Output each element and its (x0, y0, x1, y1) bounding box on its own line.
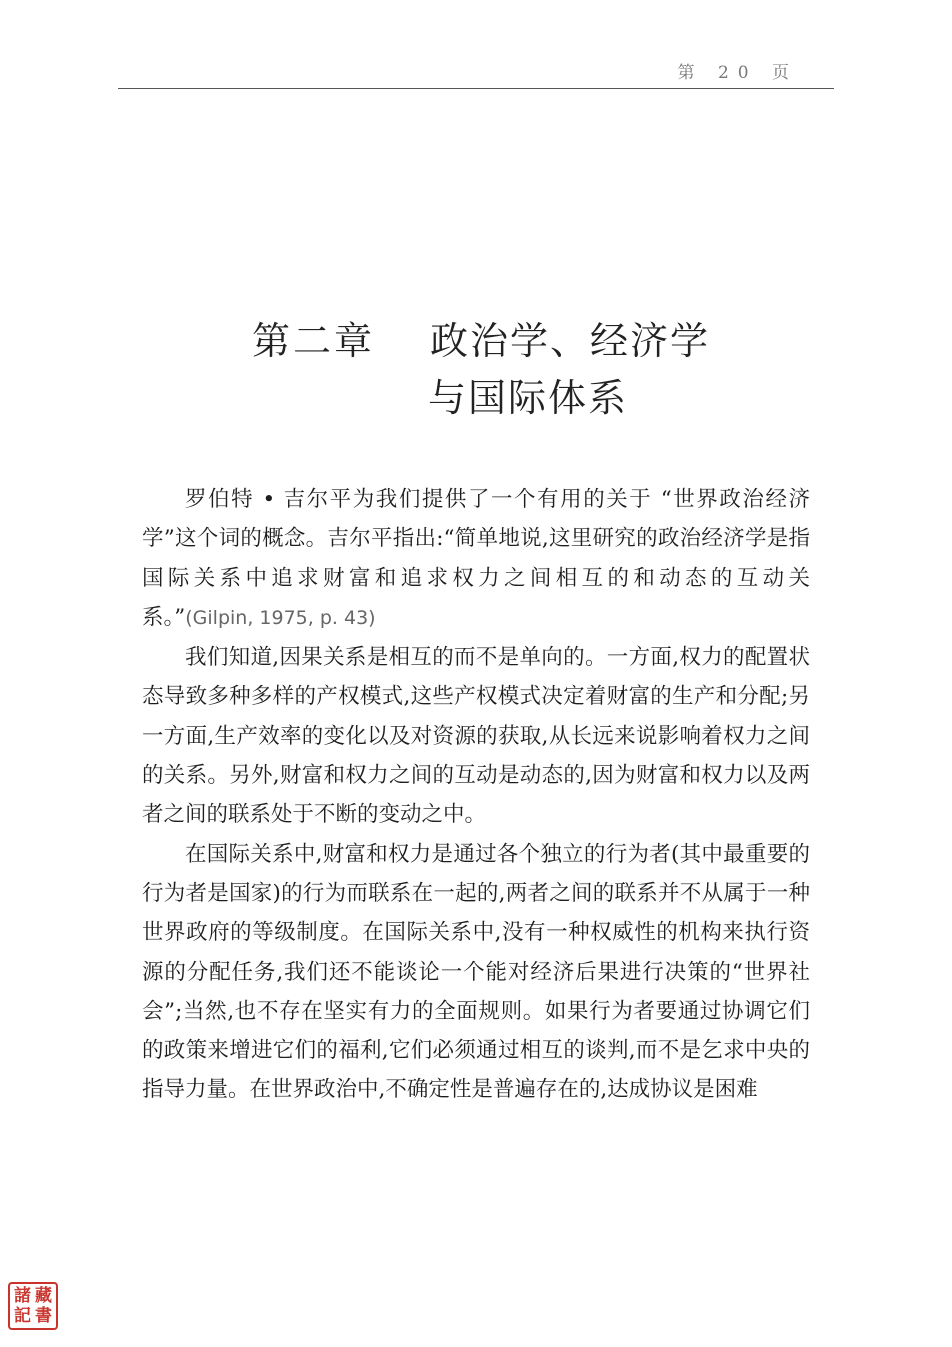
chapter-title (0, 300, 952, 430)
paragraph-1 (142, 480, 810, 638)
seal-char-3: 記 (14, 1306, 31, 1326)
citation: (Gilpin, 1975, p. 43) (185, 606, 376, 629)
page-number: 第 20 页 (677, 63, 798, 83)
body-text (142, 480, 810, 1110)
collector-seal (8, 1282, 58, 1330)
page-header (118, 56, 834, 89)
chapter-label: 第二章 (252, 319, 376, 363)
seal-char-2: 書 (35, 1306, 52, 1326)
paragraph-1-text: 罗伯特 • 吉尔平为我们提供了一个有用的关于 “世界政治经济学”这个词的概念。吉尔平指出:“简单地说,这里研究的政治经济学是指国际关系中追求财富和追求权力之间相互的和动态的互动关系。” (142, 487, 810, 630)
paragraph-2 (142, 638, 810, 834)
chapter-title-line2: 与国际体系 (428, 376, 629, 420)
chapter-title-line1: 政治学、经济学 (430, 319, 711, 363)
paragraph-3 (142, 835, 810, 1110)
seal-char-1: 諸 (14, 1286, 31, 1306)
paragraph-2-text: 我们知道,因果关系是相互的而不是单向的。一方面,权力的配置状态导致多种多样的产权模式,这些产权模式决定着财富的生产和分配;另一方面,生产效率的变化以及对资源的获取,从长远来说影响着权力之间的关系。另外,财富和权力之间的互动是动态的,因为财富和权力以及两者之间的联系处于不断的变动之中。 (142, 645, 810, 828)
paragraph-3-text: 在国际关系中,财富和权力是通过各个独立的行为者(其中最重要的行为者是国家)的行为而联系在一起的,两者之间的联系并不从属于一种世界政府的等级制度。在国际关系中,没有一种权威性的机构来执行资源的分配任务,我们还不能谈论一个能对经济后果进行决策的“世界社会”;当然,也不存在坚实有力的全面规则。如果行为者要通过协调它们的政策来增进它们的福利,它们必须通过相互的谈判,而不是乞求中央的指导力量。在世界政治中,不确定性是普遍存在的,达成协议是困难 (142, 841, 810, 1103)
seal-char-0: 藏 (35, 1286, 52, 1306)
